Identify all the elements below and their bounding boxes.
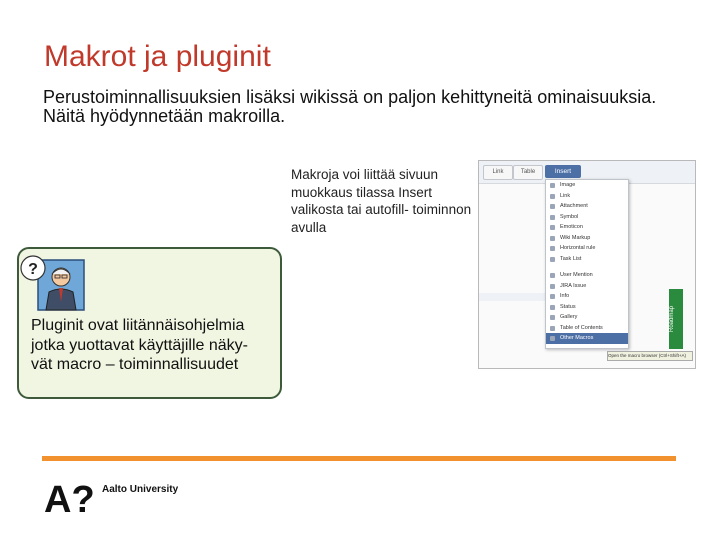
insert-menu-item: Gallery xyxy=(546,312,628,323)
insert-button: Insert xyxy=(545,165,581,178)
insert-menu-item: Link xyxy=(546,191,628,202)
insert-menu-item: Horizontal rule xyxy=(546,243,628,254)
insert-menu-item: Task List xyxy=(546,254,628,265)
insert-menu xyxy=(545,179,629,349)
table-button: Table xyxy=(513,165,543,180)
insert-menu-item: Image xyxy=(546,180,628,191)
svg-text:?: ? xyxy=(28,261,38,278)
insert-menu-item: JIRA Issue xyxy=(546,281,628,292)
person-question-icon xyxy=(18,252,86,312)
slide-title: Makrot ja pluginit xyxy=(44,40,271,73)
insert-menu-item: Symbol xyxy=(546,212,628,223)
insert-menu-item: Other Macros xyxy=(546,333,628,344)
roadmap-label: Roadmap xyxy=(669,289,683,349)
insert-menu-item: Wiki Markup xyxy=(546,233,628,244)
footer-divider xyxy=(42,456,676,461)
logo-mark: A? xyxy=(44,479,95,516)
plugin-note-text: Pluginit ovat liitännäisohjelmia jotka yuottavat käyttäjille näky- vät macro – toiminnallisuudet xyxy=(31,317,248,373)
macro-tooltip: Open the macro browser (Ctrl+Shift+A) xyxy=(607,351,693,361)
insert-menu-screenshot xyxy=(478,160,696,369)
insert-menu-item: Attachment xyxy=(546,201,628,212)
insert-menu-item: Emoticon xyxy=(546,222,628,233)
intro-text: Perustoiminnallisuuksien lisäksi wikissä on paljon kehittyneitä ominaisuuksia. Näitä hyödynnetään makroilla. xyxy=(43,87,657,126)
aalto-logo-icon xyxy=(44,478,104,516)
insert-menu-item: Table of Contents xyxy=(546,323,628,334)
insert-instructions-text: Makroja voi liittää sivuun muokkaus tilassa Insert valikosta tai autofill- toiminnon avulla xyxy=(291,167,472,235)
link-button: Link xyxy=(483,165,513,180)
university-name: Aalto University xyxy=(102,484,179,495)
insert-menu-item: Status xyxy=(546,302,628,313)
editor-row xyxy=(479,293,545,301)
insert-menu-item: User Mention xyxy=(546,270,628,281)
insert-menu-item: Info xyxy=(546,291,628,302)
